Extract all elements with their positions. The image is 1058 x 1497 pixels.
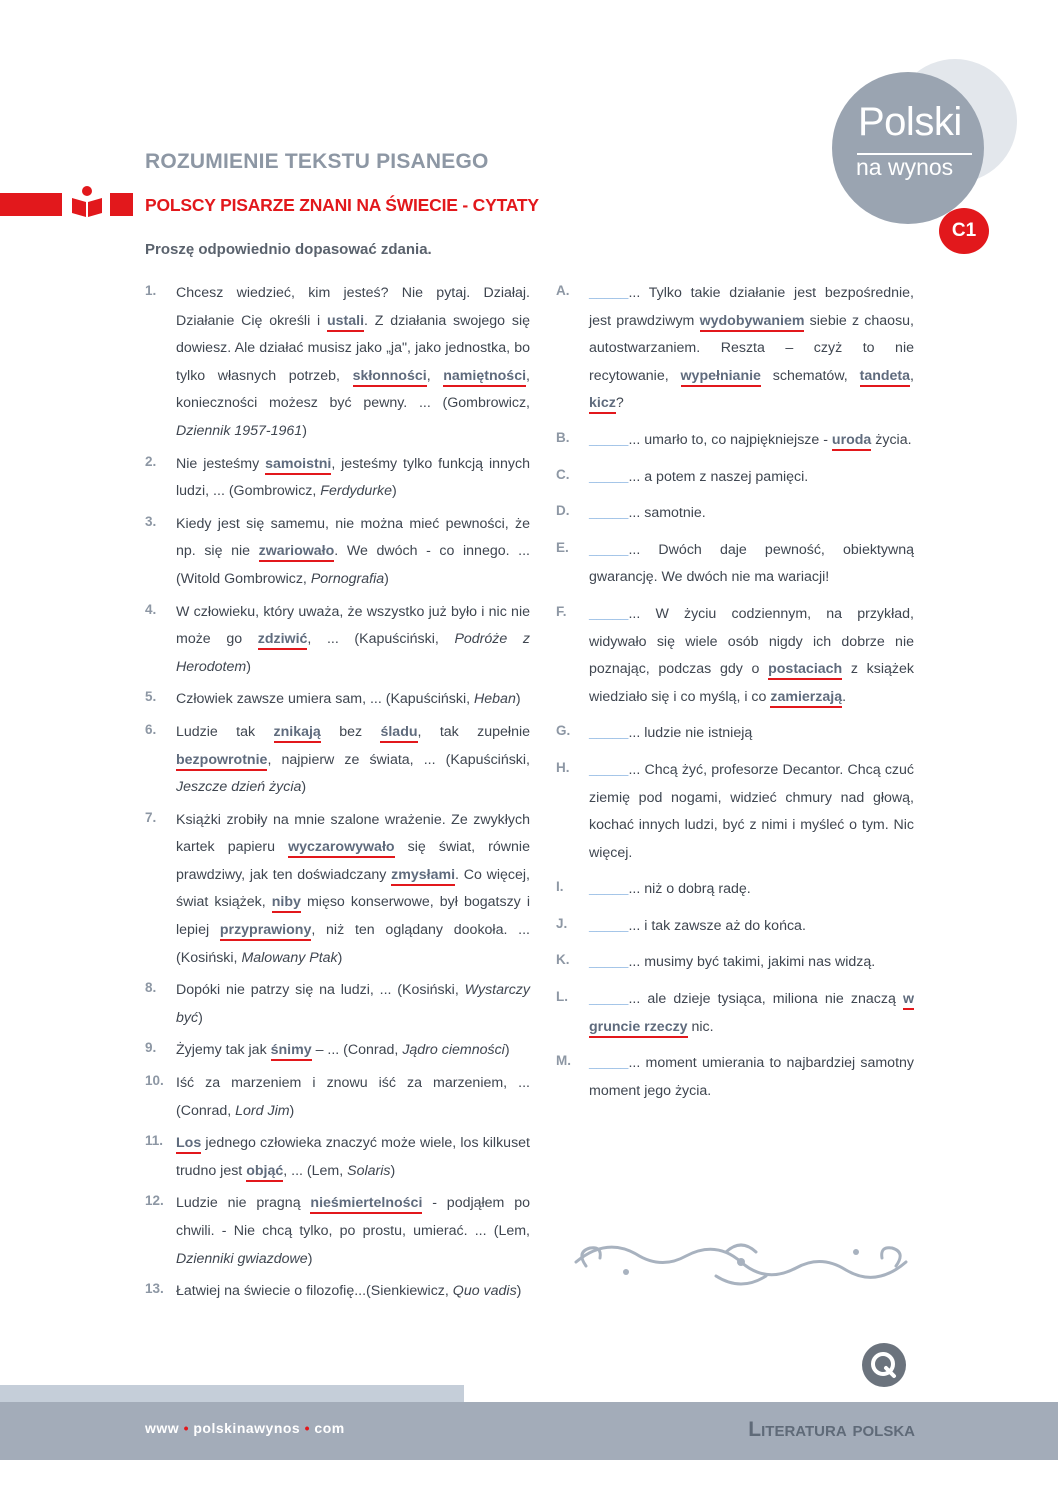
quote-number: 4. <box>145 601 157 617</box>
text-segment: ... a potem z naszej pamięci. <box>628 468 809 485</box>
quote-text <box>176 1130 530 1185</box>
text-segment: ) <box>301 779 307 796</box>
footer-url-tld: com <box>314 1420 345 1436</box>
book-title: Dziennik 1957-1961 <box>176 422 303 439</box>
quote-text <box>176 451 530 506</box>
answer-blank[interactable]: _____ <box>589 468 629 485</box>
vocabulary-word: znikają <box>274 724 321 743</box>
ending-text <box>589 949 914 977</box>
vocabulary-word: zdziwić <box>258 631 308 650</box>
footer-title <box>748 1418 915 1442</box>
book-title: Wystarczy być <box>176 982 530 1026</box>
text-segment: jednego człowieka znaczyć może wiele, los kilkuset trudno jest <box>176 1135 530 1179</box>
vocabulary-word: nieśmiertelności <box>310 1195 422 1214</box>
book-title: Podróże z Herodotem <box>176 631 531 675</box>
ending-text <box>589 601 914 711</box>
quote-text <box>176 719 530 802</box>
vocabulary-word: samoistni <box>265 456 331 475</box>
quote-number: 6. <box>145 721 157 737</box>
vocabulary-word: skłonności <box>353 368 427 387</box>
ending-item <box>556 949 914 977</box>
text-segment: ... musimy być takimi, jakimi nas widzą. <box>628 954 876 971</box>
logo-line1: Polski <box>858 100 962 144</box>
quote-text <box>176 686 530 714</box>
quote-item <box>145 1190 530 1273</box>
ending-number: L. <box>556 989 568 1005</box>
text-segment: , niż ten oglądany dookoła. ... (Kosiński, <box>176 922 530 966</box>
text-segment: . Z działania swojego się dowiesz. Ale działać musisz jako „ja", jako jednostka, bo tylko własnych potrzeb, <box>176 312 530 384</box>
vocabulary-word: postaciach <box>768 661 842 680</box>
text-segment: ... ale dzieje tysiąca, miliona nie znaczą <box>628 991 903 1008</box>
ending-text <box>589 720 914 748</box>
quote-number: 11. <box>145 1133 164 1149</box>
text-segment: Człowiek zawsze umiera sam, ... (Kapuściński, <box>176 691 475 708</box>
text-segment: ... Chcą żyć, profesorze Decantor. Chcą czuć ziemię pod nogami, widzieć chmury nad głową, kochać innych ludzi, być z nimi i myśleć o tym. Nic więcej. <box>589 761 914 861</box>
quote-item <box>145 280 530 446</box>
text-segment: , najpierw ze świata, ... (Kapuściński, <box>267 751 530 768</box>
quote-text <box>176 599 530 682</box>
text-segment: nic. <box>687 1018 714 1035</box>
ending-text <box>589 757 914 867</box>
vocabulary-word: wyczarowywało <box>288 839 394 858</box>
text-segment: ) <box>515 691 521 708</box>
text-segment: . <box>842 688 847 705</box>
book-title: Heban <box>474 691 516 708</box>
text-segment: ) <box>516 1283 522 1300</box>
ending-item <box>556 876 914 904</box>
quote-item <box>145 1070 530 1125</box>
vocabulary-word: wydobywaniem <box>700 313 805 332</box>
text-segment: Kiedy jest się samemu, nie można mieć pewności, że np. się nie <box>176 515 530 560</box>
text-segment: Żyjemy tak jak <box>176 1042 271 1059</box>
book-title: Malowany Ptak <box>241 949 338 966</box>
answer-blank[interactable]: _____ <box>589 991 629 1008</box>
ending-text <box>589 280 914 418</box>
vocabulary-word: tandeta <box>860 368 910 387</box>
ending-text <box>589 537 914 592</box>
text-segment: ... moment umierania to najbardziej samotny moment jego życia. <box>589 1055 914 1099</box>
footer-url-dot-icon: • <box>183 1420 189 1436</box>
vocabulary-word: zwariowało <box>259 543 335 562</box>
ending-number: I. <box>556 879 564 895</box>
ending-text <box>589 913 914 941</box>
ending-number: B. <box>556 429 570 445</box>
text-segment: Książki zrobiły na mnie szalone wrażenie. Ze zwykłych kartek papieru <box>176 811 530 856</box>
vocabulary-word: Los <box>176 1135 201 1154</box>
vocabulary-word: w gruncie rzeczy <box>589 991 914 1038</box>
ending-number: E. <box>556 539 569 555</box>
text-segment: , ... (Lem, <box>283 1162 348 1179</box>
ending-text <box>589 986 914 1041</box>
ending-item <box>556 1050 914 1105</box>
text-segment: W człowieku, który uważa, że wszystko już było i nic nie może go <box>176 603 530 648</box>
ending-item <box>556 464 914 492</box>
book-title: Ferdydurke <box>320 483 393 500</box>
ending-number: C. <box>556 466 570 482</box>
text-segment: Chcesz wiedzieć, kim jesteś? Nie pytaj. Działaj. Działanie Cię określi i <box>176 285 530 329</box>
answer-blank[interactable]: _____ <box>589 725 629 742</box>
text-segment: - podjąłem po chwili. - Nie chcą tylko, po prostu, umierać. ... (Lem, <box>176 1195 530 1239</box>
quote-text <box>176 1070 530 1125</box>
vocabulary-word: namiętności <box>443 368 526 387</box>
quote-number: 8. <box>145 980 157 996</box>
text-segment: Iść za marzeniem i znowu iść za marzeniem, ... (Conrad, <box>176 1075 530 1119</box>
ending-number: D. <box>556 503 570 519</box>
answer-blank[interactable]: _____ <box>589 954 629 971</box>
book-title: Lord Jim <box>235 1102 290 1119</box>
ending-item <box>556 280 914 418</box>
quote-number: 12. <box>145 1193 164 1209</box>
answer-blank[interactable]: _____ <box>589 431 629 448</box>
ending-number: G. <box>556 723 571 739</box>
text-segment: ... ludzie nie istnieją <box>628 725 753 742</box>
text-segment: . We dwóch - co innego. ... (Witold Gombrowicz, <box>176 543 530 587</box>
text-segment: siebie z chaosu, autostwarzaniem. Reszta – czyż to nie recytowanie, <box>589 312 914 384</box>
page-subtitle: POLSCY PISARZE ZNANI NA ŚWIECIE - CYTATY <box>145 195 539 215</box>
endings-list <box>556 280 914 1114</box>
vocabulary-word: uroda <box>832 432 871 451</box>
ending-number: A. <box>556 283 570 298</box>
quote-item <box>145 1278 530 1306</box>
text-segment: , jesteśmy tylko funkcją innych ludzi, ... (Gombrowicz, <box>176 455 530 500</box>
quote-item <box>145 451 530 506</box>
quote-item <box>145 807 530 973</box>
page-title: ROZUMIENIE TEKSTU PISANEGO <box>145 150 489 173</box>
vocabulary-word: śnimy <box>271 1042 312 1061</box>
book-title: Jądro ciemności <box>402 1042 505 1059</box>
text-segment: , <box>910 367 914 384</box>
text-segment: ) <box>390 1162 396 1179</box>
footer-url[interactable] <box>145 1420 345 1436</box>
quote-text <box>176 807 530 973</box>
quote-item <box>145 686 530 714</box>
text-segment: Łatwiej na świecie o filozofię...(Sienkiewicz, <box>176 1283 453 1300</box>
text-segment: ... Tylko takie działanie jest bezpośrednie, jest prawdziwym <box>589 285 914 329</box>
text-segment: się świat, równie prawdziwy, jak ten doświadczany <box>176 839 530 883</box>
answer-blank[interactable]: _____ <box>589 541 629 558</box>
answer-blank[interactable]: _____ <box>589 917 629 934</box>
quote-item <box>145 1037 530 1065</box>
vocabulary-word: zmysłami <box>391 867 455 886</box>
book-title: Quo vadis <box>452 1283 517 1300</box>
ending-number: M. <box>556 1053 571 1069</box>
ending-number: H. <box>556 759 570 775</box>
quote-text <box>176 280 530 446</box>
quote-item <box>145 1130 530 1185</box>
red-accent-square <box>110 193 133 216</box>
text-segment: ... umarło to, co najpiękniejsze - <box>628 431 832 448</box>
ending-item <box>556 537 914 592</box>
quote-number: 7. <box>145 809 157 825</box>
vocabulary-word: przyprawiony <box>220 922 311 941</box>
text-segment: Ludzie tak <box>176 723 274 740</box>
footer-url-www: www <box>145 1420 180 1436</box>
text-segment: ) <box>198 1009 203 1026</box>
logo-line2: na wynos <box>856 154 954 180</box>
footer-band-light <box>0 1385 464 1402</box>
text-segment: ... samotnie. <box>628 505 706 522</box>
answer-blank[interactable]: _____ <box>589 1055 629 1072</box>
text-segment: ) <box>302 422 307 439</box>
quote-text <box>176 1190 530 1273</box>
quiz-q-icon <box>861 1342 907 1388</box>
text-segment: Nie jesteśmy <box>176 455 266 472</box>
ending-item <box>556 757 914 867</box>
answer-blank[interactable]: _____ <box>589 881 629 898</box>
text-segment: ) <box>307 1250 313 1267</box>
text-segment: ... Dwóch daje pewność, obiektywną gwarancję. We dwóch nie ma wariacji! <box>589 541 914 586</box>
text-segment: ) <box>246 658 251 675</box>
ending-item <box>556 500 914 528</box>
vocabulary-word: wypełnianie <box>681 368 761 387</box>
text-segment: ) <box>289 1102 295 1119</box>
ending-number: K. <box>556 952 570 968</box>
text-segment: Ludzie nie pragną <box>176 1195 311 1212</box>
ending-text <box>589 427 914 455</box>
text-segment: ) <box>392 483 397 500</box>
level-badge: C1 <box>939 208 989 254</box>
book-title: Solaris <box>347 1162 391 1179</box>
instruction: Proszę odpowiednio dopasować zdania. <box>145 241 432 258</box>
quotes-list <box>145 280 530 1311</box>
book-title: Dzienniki gwiazdowe <box>176 1250 308 1267</box>
text-segment: , konieczności możesz być pewny. ... (Gombrowicz, <box>176 367 530 412</box>
text-segment: ) <box>337 949 343 966</box>
vocabulary-word: niby <box>272 894 301 913</box>
quote-item <box>145 599 530 682</box>
text-segment: ? <box>615 395 624 412</box>
text-segment: z książek wiedziało się i co myślą, i co <box>589 661 914 705</box>
ending-text <box>589 1050 914 1105</box>
vocabulary-word: zamierzają <box>770 689 842 708</box>
text-segment: ... i tak zawsze aż do końca. <box>628 917 806 934</box>
quote-item <box>145 977 530 1032</box>
text-segment: ) <box>384 570 389 587</box>
text-segment: schematów, <box>760 367 860 384</box>
footer-url-domain: polskinawynos <box>193 1420 301 1436</box>
quote-text <box>176 1278 530 1306</box>
quote-number: 10. <box>145 1073 164 1089</box>
quote-number: 1. <box>145 283 157 298</box>
text-segment: , <box>426 367 444 384</box>
book-icon <box>70 184 104 218</box>
footer-url-dot-icon: • <box>304 1420 311 1436</box>
ornament-flourish-icon <box>566 1232 916 1294</box>
red-accent-bar <box>0 193 62 216</box>
text-segment: ) <box>504 1042 510 1059</box>
ending-item <box>556 913 914 941</box>
quote-number: 2. <box>145 453 157 469</box>
quote-number: 3. <box>145 513 157 529</box>
ending-item <box>556 427 914 455</box>
text-segment: Dopóki nie patrzy się na ludzi, ... (Kosiński, <box>176 982 465 999</box>
quote-text <box>176 977 530 1032</box>
ending-number: F. <box>556 603 567 619</box>
text-segment: , tak zupełnie <box>417 723 531 740</box>
ending-item <box>556 986 914 1041</box>
vocabulary-word: śladu <box>380 724 417 743</box>
answer-blank[interactable]: _____ <box>589 285 629 301</box>
text-segment: bez <box>320 723 381 740</box>
answer-blank[interactable]: _____ <box>589 761 629 778</box>
ending-text <box>589 464 914 492</box>
footer-title-text: Literatura polska <box>748 1418 915 1441</box>
quote-text <box>176 1037 530 1065</box>
answer-blank[interactable]: _____ <box>589 505 629 522</box>
text-segment: – ... (Conrad, <box>311 1042 403 1059</box>
text-segment: , ... (Kapuściński, <box>307 631 455 648</box>
ending-text <box>589 500 914 528</box>
book-title: Pornografia <box>310 570 385 587</box>
text-segment: życia. <box>871 431 912 448</box>
text-segment: ... niż o dobrą radę. <box>628 881 751 898</box>
ending-item <box>556 601 914 711</box>
ending-number: J. <box>556 915 568 931</box>
vocabulary-word: ustali <box>327 313 364 332</box>
ending-item <box>556 720 914 748</box>
quote-number: 5. <box>145 689 157 705</box>
text-segment: . Co więcej, świat książek, <box>176 866 530 911</box>
ending-text <box>589 876 914 904</box>
quote-item <box>145 719 530 802</box>
answer-blank[interactable]: _____ <box>589 605 629 622</box>
text-segment: mięso konserwowe, był bogatszy i lepiej <box>176 894 530 939</box>
quote-item <box>145 511 530 594</box>
text-segment: ... W życiu codziennym, na przykład, widywało się wiele osób nigdy ich dobrze nie poznając, podczas gdy o <box>589 605 914 678</box>
vocabulary-word: kicz <box>589 395 616 414</box>
quote-number: 13. <box>145 1281 164 1297</box>
quote-text <box>176 511 530 594</box>
vocabulary-word: bezpowrotnie <box>176 752 267 771</box>
book-title: Jeszcze dzień życia <box>176 779 302 796</box>
vocabulary-word: objąć <box>246 1163 283 1182</box>
quote-number: 9. <box>145 1040 157 1056</box>
